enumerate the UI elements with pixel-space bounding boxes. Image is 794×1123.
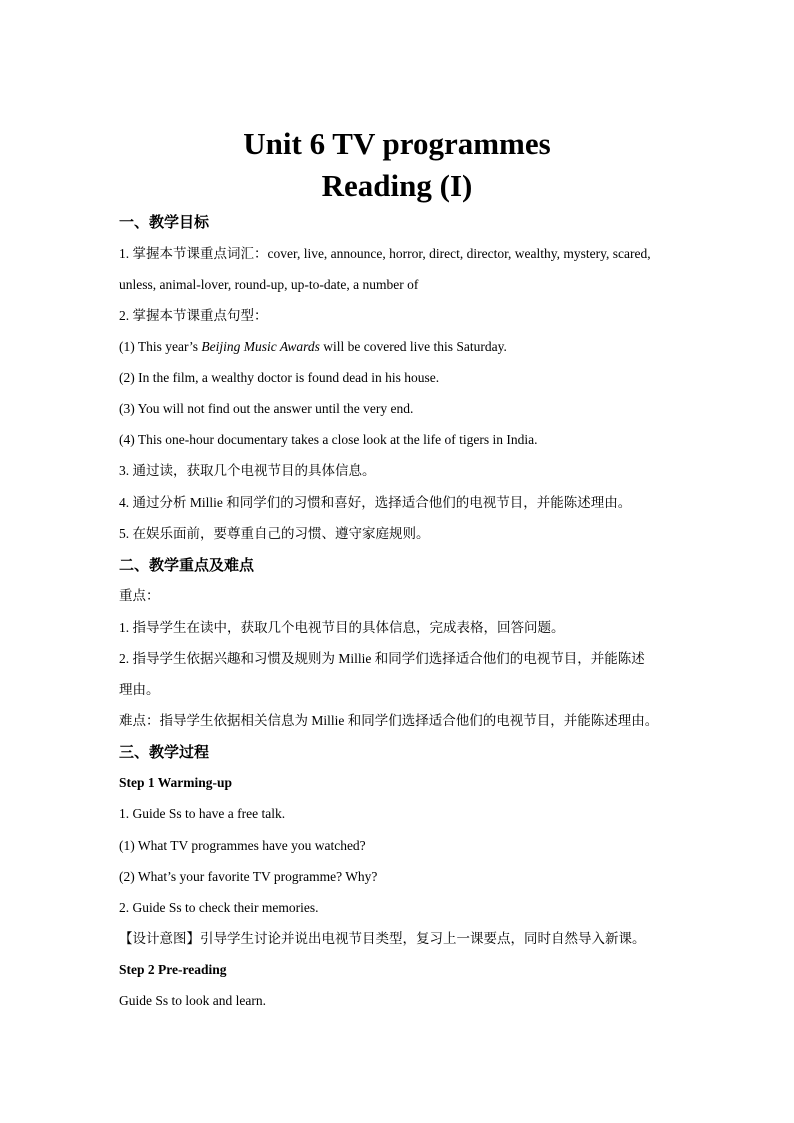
key-point-1: 1. 指导学生在读中，获取几个电视节目的具体信息，完成表格，回答问题。 bbox=[119, 620, 565, 635]
section-heading-process: 三、教学过程 bbox=[119, 743, 210, 761]
sentence-1-end: will be covered live this Saturday. bbox=[319, 339, 507, 354]
step-2-item: Guide Ss to look and learn. bbox=[119, 993, 266, 1008]
design-intent: 【设计意图】引导学生讨论并说出电视节目类型，复习上一课要点，同时自然导入新课。 bbox=[119, 931, 646, 946]
step-1-item-2: 2. Guide Ss to check their memories. bbox=[119, 900, 319, 915]
sentence-1-start: (1) This year’s bbox=[119, 339, 202, 354]
section-heading-key-points: 二、教学重点及难点 bbox=[119, 556, 255, 574]
objective-4: 4. 通过分析 Millie 和同学们的习惯和喜好，选择适合他们的电视节目，并能陈述理由。 bbox=[119, 495, 632, 510]
step-1-title: Step 1 Warming-up bbox=[119, 775, 233, 790]
objective-5: 5. 在娱乐面前，要尊重自己的习惯、遵守家庭规则。 bbox=[119, 526, 430, 541]
sentence-2: (2) In the film, a wealthy doctor is found dead in his house. bbox=[119, 370, 440, 385]
objective-1-line-2: unless, animal-lover, round-up, up-to-date, a number of bbox=[119, 277, 419, 292]
objective-1-line-1: 1. 掌握本节课重点词汇：cover, live, announce, horror, direct, director, wealthy, mystery, scared, bbox=[119, 246, 651, 261]
step-1-question-2: (2) What’s your favorite TV programme? Why? bbox=[119, 869, 378, 884]
key-points-label: 重点： bbox=[119, 588, 160, 603]
sentence-1 bbox=[119, 337, 689, 357]
step-2-title: Step 2 Pre-reading bbox=[119, 962, 227, 977]
objective-2: 2. 掌握本节课重点句型： bbox=[119, 308, 268, 323]
key-point-2-line-2: 理由。 bbox=[119, 682, 160, 697]
step-1-item-1: 1. Guide Ss to have a free talk. bbox=[119, 806, 286, 821]
sentence-3: (3) You will not find out the answer until the very end. bbox=[119, 401, 414, 416]
sentence-4: (4) This one-hour documentary takes a close look at the life of tigers in India. bbox=[119, 432, 538, 447]
objective-3: 3. 通过读，获取几个电视节目的具体信息。 bbox=[119, 463, 376, 478]
sentence-1-title: Beijing Music Awards bbox=[201, 339, 320, 354]
page-subtitle: Reading (I) bbox=[321, 168, 473, 203]
step-1-question-1: (1) What TV programmes have you watched? bbox=[119, 838, 366, 853]
page-title: Unit 6 TV programmes bbox=[243, 126, 551, 161]
section-heading-objectives: 一、教学目标 bbox=[119, 213, 210, 231]
key-point-2-line-1: 2. 指导学生依据兴趣和习惯及规则为 Millie 和同学们选择适合他们的电视节目，并能陈述 bbox=[119, 651, 645, 666]
difficulty: 难点：指导学生依据相关信息为 Millie 和同学们选择适合他们的电视节目，并能陈述理由。 bbox=[119, 713, 659, 728]
